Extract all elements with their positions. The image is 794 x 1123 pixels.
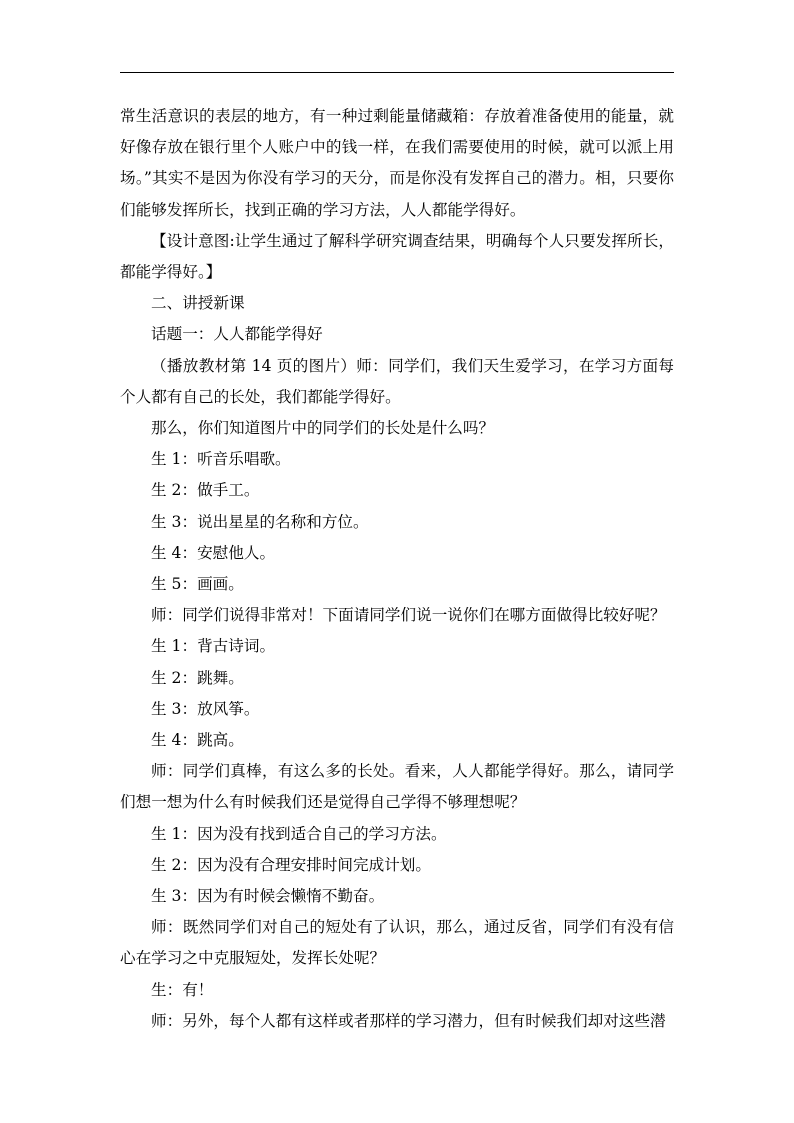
dialogue-line: 生 5：画画。 <box>151 575 244 594</box>
dialogue-line: 生 1：听音乐唱歌。 <box>151 450 291 469</box>
dialogue-line: 师：同学们真棒，有这么多的长处。看来，人人都能学得好。那么，请同学们想一想为什么有时候我们还是觉得自己学得不够理想呢？ <box>120 762 674 812</box>
dialogue-line: 生：有！ <box>151 980 214 999</box>
dialogue-line: 生 1：因为没有找到适合自己的学习方法。 <box>151 824 447 843</box>
topic-heading: 话题一：人人都能学得好 <box>151 325 323 344</box>
design-intent-note: 【设计意图:让学生通过了解科学研究调查结果，明确每个人只要发挥所长，都能学得好。】 <box>120 231 674 282</box>
document-body <box>120 101 674 1037</box>
paragraph: 常生活意识的表层的地方，有一种过剩能量储藏箱：存放着准备使用的能量，就好像存放在银行里个人账户中的钱一样，在我们需要使用的时候，就可以派上用场。”其实不是因为你没有学习的天分，而是你没有发挥自己的潜力。相，只要你们能够发挥所长，找到正确的学习方法，人人都能学得好。 <box>120 107 674 219</box>
dialogue-line: 生 4：安慰他人。 <box>151 543 276 562</box>
dialogue-line: 生 2：因为没有合理安排时间完成计划。 <box>151 855 431 874</box>
dialogue-line: 师：既然同学们对自己的短处有了认识，那么，通过反省，同学们有没有信心在学习之中克服短处，发挥长处呢？ <box>120 918 674 968</box>
dialogue-line: 生 2：做手工。 <box>151 481 260 500</box>
dialogue-line: 生 3：放风筝。 <box>151 699 260 718</box>
paragraph: （播放教材第 14 页的图片）师：同学们，我们天生爱学习，在学习方面每个人都有自己的长处，我们都能学得好。 <box>120 356 674 406</box>
dialogue-line: 师：同学们说得非常对！下面请同学们说一说你们在哪方面做得比较好呢？ <box>151 606 666 625</box>
paragraph: 那么，你们知道图片中的同学们的长处是什么吗？ <box>151 419 495 438</box>
dialogue-line: 生 2：跳舞。 <box>151 668 244 687</box>
dialogue-line: 生 3：因为有时候会懒惰不勤奋。 <box>151 887 385 906</box>
dialogue-line: 生 1：背古诗词。 <box>151 637 276 656</box>
dialogue-line: 师：另外，每个人都有这样或者那样的学习潜力，但有时候我们却对这些潜 <box>151 1011 666 1030</box>
section-heading: 二、讲授新课 <box>151 294 245 313</box>
dialogue-line: 生 3：说出星星的名称和方位。 <box>151 512 369 531</box>
header-rule <box>120 72 674 73</box>
dialogue-line: 生 4：跳高。 <box>151 731 244 750</box>
